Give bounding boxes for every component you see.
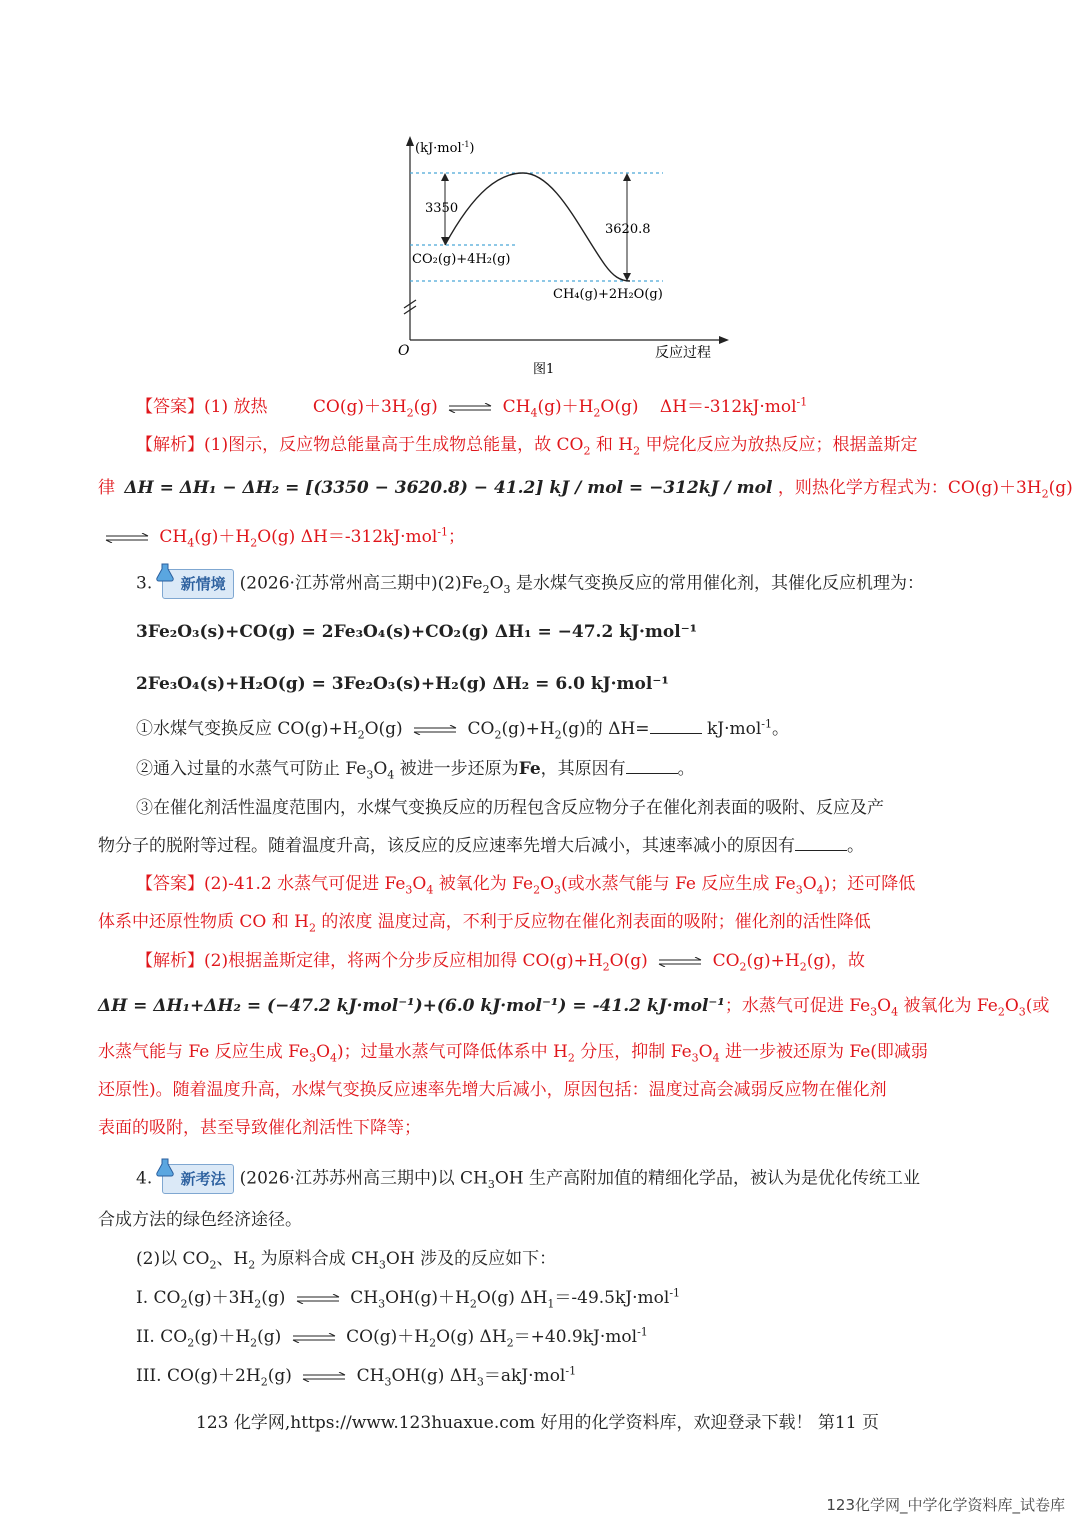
label-36208: 3620.8 (605, 222, 651, 237)
reaction-III: III. $CO(g)+2H_2(g)$ $CH_3OH(g)$ $\Delta H_3=akJ\cdot mol^{-1}$ (136, 1364, 577, 1389)
answer-3-line1: 【答案】(2)-41.2 水蒸气可促进 $Fe_3O_4$ 被氧化为 $Fe_2O_3$(或水蒸气能与 Fe 反应生成 $Fe_3O_4$)；还可降低 (136, 874, 916, 897)
answer-tag: 【答案】 (136, 397, 204, 417)
mechanism-eq-2: 2Fe₃O₄(s)+H₂O(g) = 3Fe₂O₃(s)+H₂(g) ΔH₂ = 6.0 kJ·mol⁻¹ (136, 674, 669, 694)
answer-blank[interactable] (650, 717, 702, 734)
badge-new-method: 新考法 (162, 1164, 234, 1194)
badge-new-context: 新情境 (162, 569, 234, 599)
equilibrium-arrow-icon (301, 1372, 347, 1382)
mechanism-eq-1: 3Fe₂O₃(s)+CO(g) = 2Fe₃O₄(s)+CO₂(g) ΔH₁ = −47.2 kJ·mol⁻¹ (136, 622, 698, 642)
question-3-sub3-line2: 物分子的脱附等过程。随着温度升高，该反应的反应速率先增大后减小，其速率减小的原因有 。 (98, 836, 864, 856)
figure-caption: 图1 (533, 362, 555, 377)
origin-label: O (398, 343, 410, 359)
equilibrium-arrow-icon (104, 533, 150, 543)
x-axis-arrow (719, 336, 729, 344)
equilibrium-arrow-icon (291, 1333, 337, 1343)
question-4-intro: 4. 新考法 (2026·江苏苏州高三期中)以 $CH_3OH$ 生产高附加值的精细化学品，被认为是优化传统工业 (136, 1164, 1016, 1194)
reaction-II: II. $CO_2(g)+H_2(g)$ $CO(g)+H_2O(g)$ $\Delta H_2=+40.9kJ\cdot mol^{-1}$ (136, 1325, 648, 1350)
hess-formula-2: ΔH = ΔH₁+ΔH₂ = (−47.2 kJ·mol⁻¹)+(6.0 kJ·mol⁻¹) = -41.2 kJ·mol⁻¹ (98, 996, 725, 1016)
analysis-3-line4: 还原性)。随着温度升高，水煤气变换反应速率先增大后减小，原因包括：温度过高会减弱反应物在催化剂 (98, 1080, 887, 1100)
question-4-line2: 合成方法的绿色经济途径。 (98, 1210, 302, 1230)
reactant-label: CO₂(g)+4H₂(g) (412, 252, 511, 267)
equilibrium-arrow-icon (412, 725, 458, 735)
analysis-1-line1: 【解析】(1)图示，反应物总能量高于生成物总能量，故 $CO_2$ 和 $H_2$ 甲烷化反应为放热反应；根据盖斯定 (136, 435, 918, 458)
watermark: 123化学网_中学化学资料库_试卷库 (826, 1496, 1065, 1514)
analysis-3-line3: 水蒸气能与 Fe 反应生成 $Fe_3O_4$)；过量水蒸气可降低体系中 $H_2$ 分压，抑制 $Fe_3O_4$ 进一步被还原为 Fe(即减弱 (98, 1042, 928, 1065)
equilibrium-arrow-icon (657, 957, 703, 967)
flask-icon (155, 1157, 175, 1177)
product-label: CH₄(g)+2H₂O(g) (553, 287, 663, 302)
answer-part: (1) 放热 (204, 397, 268, 417)
hess-formula-1: ΔH = ΔH₁ − ΔH₂ = [(3350 − 3620.8) − 41.2] kJ / mol = −312kJ / mol (124, 478, 773, 498)
question-4-line3: (2)以 $CO_2$、$H_2$ 为原料合成 $CH_3OH$ 涉及的反应如下： (136, 1249, 557, 1272)
reaction-I: I. $CO_2(g)+3H_2(g)$ $CH_3OH(g)+H_2O(g)$ $\Delta H_1=-49.5kJ\cdot mol^{-1}$ (136, 1286, 681, 1311)
analysis-1-line2: 律 ΔH = ΔH₁ − ΔH₂ = [(3350 − 3620.8) − 41.2] kJ / mol = −312kJ / mol ，则热化学方程式为：$CO(g)+3H_2(g)$ (98, 478, 1073, 501)
analysis-3-line2: ΔH = ΔH₁+ΔH₂ = (−47.2 kJ·mol⁻¹)+(6.0 kJ·mol⁻¹) = -41.2 kJ·mol⁻¹；水蒸气可促进 $Fe_3O_4$ 被氧化为 $Fe_2O_3$(或 (98, 996, 1050, 1019)
answer-1: 【答案】(1) 放热 $CO(g)+3H_2(g)$ $CH_4(g)+H_2O(g)$ ΔH＝-312kJ·mol$^{-1}$ (136, 395, 808, 420)
answer-3-line2: 体系中还原性物质 CO 和 $H_2$ 的浓度 温度过高，不利于反应物在催化剂表面的吸附；催化剂的活性降低 (98, 912, 871, 935)
analysis-1-line3: $CH_4(g)+H_2O(g)$ ΔH＝-312kJ·mol$^{-1}$； (98, 525, 978, 549)
answer-blank[interactable] (795, 834, 847, 851)
equilibrium-arrow-icon (447, 403, 493, 413)
question-3-sub3-line1: ③在催化剂活性温度范围内，水煤气变换反应的历程包含反应物分子在催化剂表面的吸附、反应及产 (136, 798, 884, 818)
question-3-sub2: ②通入过量的水蒸气可防止 $Fe_3O_4$ 被进一步还原为Fe，其原因有 。 (136, 759, 695, 782)
page-footer: 123 化学网,https://www.123huaxue.com 好用的化学资料库，欢迎登录下载！ 第11 页 (196, 1413, 879, 1433)
flask-icon (155, 562, 175, 582)
y-axis-arrow (406, 136, 414, 146)
question-3-sub1: ①水煤气变换反应 $CO(g)+H_2O(g)$ $CO_2(g)+H_2(g)$的 ΔH= kJ·mol$^{-1}$。 (136, 717, 789, 742)
question-3-intro: 3. 新情境 (2026·江苏常州高三期中)$(2)Fe_2O_3$ 是水煤气变换反应的常用催化剂，其催化反应机理为： (136, 569, 1016, 599)
answer-blank[interactable] (626, 757, 678, 774)
energy-diagram (395, 130, 735, 380)
analysis-3-line1: 【解析】(2)根据盖斯定律，将两个分步反应相加得 $CO(g)+H_2O(g)$ $CO_2(g)+H_2(g)$，故 (136, 951, 865, 974)
equilibrium-arrow-icon (295, 1294, 341, 1304)
y-axis-label: (kJ·mol$^{-1}$) (415, 140, 475, 156)
analysis-3-line5: 表面的吸附，甚至导致催化剂活性下降等； (98, 1118, 421, 1138)
label-3350: 3350 (425, 201, 459, 216)
x-axis-label: 反应过程 (655, 345, 711, 361)
